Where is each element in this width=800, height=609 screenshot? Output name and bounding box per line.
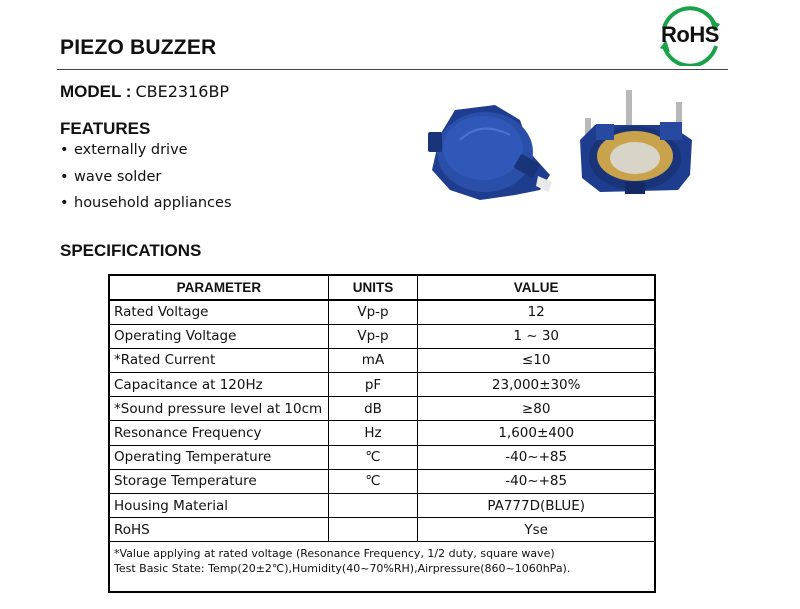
parameter-cell: RoHS [109,518,328,542]
table-row [109,494,655,518]
table-row [109,373,655,397]
value-cell: Yse [418,518,655,542]
feature-item: • household appliances [60,195,232,211]
units-cell: Hz [328,421,418,445]
units-cell: pF [328,373,418,397]
units-cell: Vp-p [328,300,418,324]
note-line: Test Basic State: Temp(20±2℃),Humidity(40~70%RH),Airpressure(860~1060hPa). [114,562,571,576]
parameter-cell: Rated Voltage [109,300,328,324]
model-line [60,82,229,102]
value-cell: 12 [418,300,655,324]
header-divider [57,69,728,70]
feature-item: • externally drive [60,142,188,158]
model-value: CBE2316BP [135,82,230,101]
specifications-table [108,274,656,593]
parameter-cell: Housing Material [109,494,328,518]
column-header-value: VALUE [418,275,655,300]
value-cell: -40~+85 [418,469,655,493]
value-cell: ≥80 [418,397,655,421]
value-cell: PA777D(BLUE) [418,494,655,518]
table-notes-row [109,542,655,592]
table-row [109,324,655,348]
units-cell: mA [328,348,418,372]
page-title: PIEZO BUZZER [60,36,217,59]
units-cell: ℃ [328,445,418,469]
units-cell: ℃ [328,469,418,493]
buzzer-top-view [428,105,552,200]
specifications-heading: SPECIFICATIONS [60,241,202,260]
note-line: *Value applying at rated voltage (Resonance Frequency, 1/2 duty, square wave) [114,547,555,561]
table-row [109,518,655,542]
product-photo [420,80,720,230]
value-cell: ≤10 [418,348,655,372]
features-list [60,140,232,220]
table-notes [109,542,655,592]
parameter-cell: *Sound pressure level at 10cm [109,397,328,421]
parameter-cell: Capacitance at 120Hz [109,373,328,397]
table-row [109,348,655,372]
model-label: MODEL : [60,82,132,101]
value-cell: 1 ~ 30 [418,324,655,348]
value-cell: 1,600±400 [418,421,655,445]
units-cell [328,494,418,518]
units-cell: dB [328,397,418,421]
rohs-logo-text: RoHS [661,22,719,47]
table-header-row [109,275,655,300]
parameter-cell: Resonance Frequency [109,421,328,445]
value-cell: -40~+85 [418,445,655,469]
parameter-cell: Storage Temperature [109,469,328,493]
parameter-cell: Operating Temperature [109,445,328,469]
table-row [109,397,655,421]
table-row [109,445,655,469]
column-header-units: UNITS [328,275,418,300]
features-heading: FEATURES [60,119,151,138]
table-row [109,421,655,445]
rohs-logo [654,6,726,66]
units-cell [328,518,418,542]
column-header-parameter: PARAMETER [109,275,328,300]
parameter-cell: *Rated Current [109,348,328,372]
buzzer-bottom-view [580,90,692,194]
value-cell: 23,000±30% [418,373,655,397]
table-row [109,469,655,493]
table-row [109,300,655,324]
feature-item: • wave solder [60,168,162,185]
units-cell: Vp-p [328,324,418,348]
parameter-cell: Operating Voltage [109,324,328,348]
